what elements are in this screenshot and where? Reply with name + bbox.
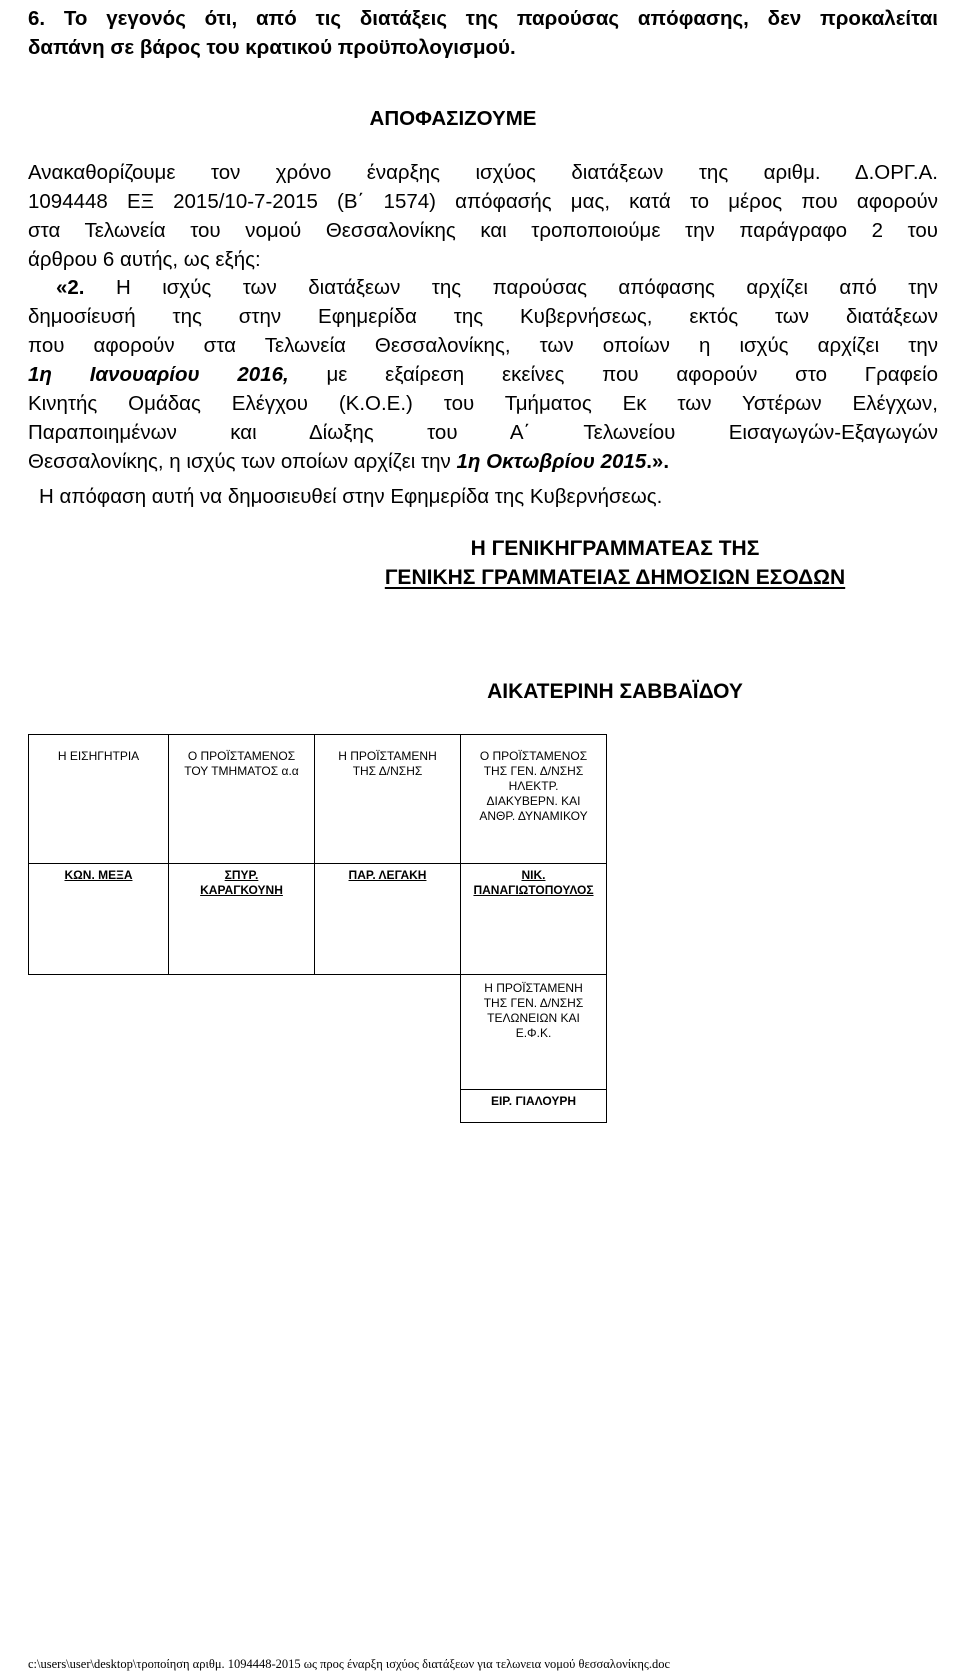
empty-cell <box>29 975 169 1090</box>
signature-title-line-2: ΓΕΝΙΚΗΣ ΓΡΑΜΜΑΤΕΙΑΣ ΔΗΜΟΣΙΩΝ ΕΣΟΔΩΝ <box>384 566 846 589</box>
empty-cell <box>315 975 461 1090</box>
role-cell-general-directorate-head <box>461 735 607 864</box>
signature-table <box>28 734 607 1123</box>
name-cell <box>169 864 315 975</box>
start-date-oct: 1η Οκτωβρίου 2015 <box>456 450 647 473</box>
quote-line-4 <box>28 360 938 389</box>
role-text: Η ΕΙΣΗΓΗΤΡΙΑ <box>57 749 140 763</box>
name-cell <box>461 864 607 975</box>
role-cell-directorate-head <box>315 735 461 864</box>
signatory-name: ΑΙΚΑΤΕΡΙΝΗ ΣΑΒΒΑΪΔΟΥ <box>487 680 743 703</box>
quote-line-5: Κινητής Ομάδας Ελέγχου (Κ.Ο.Ε.) του Τμήματος Εκ των Υστέρων Ελέγχων, <box>28 392 938 415</box>
decide-heading: ΑΠΟΦΑΣΙΖΟΥΜΕ <box>369 107 537 130</box>
signature-names-row-2 <box>29 1090 607 1123</box>
quote-line-6: Παραποιημένων και Δίωξης του Α΄ Τελωνείου Εισαγωγών-Εξαγωγών <box>28 421 938 444</box>
signature-roles-row-2 <box>29 975 607 1090</box>
empty-cell <box>169 975 315 1090</box>
quote-line-1-text: Η ισχύς των διατάξεων της παρούσας απόφασης αρχίζει από την <box>84 276 938 299</box>
quote-line-3: που αφορούν στα Τελωνεία Θεσσαλονίκης, των οποίων η ισχύς αρχίζει την <box>28 334 938 357</box>
role-text: Ο ΠΡΟΪΣΤΑΜΕΝΟΣ ΤΗΣ ΓΕΝ. Δ/ΝΣΗΣ ΗΛΕΚΤΡ. ΔΙΑΚΥΒΕΡΝ. ΚΑΙ ΑΝΘΡ. ΔΥΝΑΜΙΚΟΥ <box>479 749 588 823</box>
quote-line-7-text: Θεσσαλονίκης, η ισχύς των οποίων αρχίζει την <box>28 450 457 473</box>
quote-line-4-text: με εξαίρεση εκείνες που αφορούν στο Γραφείο <box>288 363 938 386</box>
publish-line: Η απόφαση αυτή να δημοσιευθεί στην Εφημερίδα της Κυβερνήσεως. <box>39 485 663 508</box>
role-cell-customs-general-directorate <box>461 975 607 1090</box>
role-text: Ο ΠΡΟΪΣΤΑΜΕΝΟΣ ΤΟΥ ΤΜΗΜΑΤΟΣ α.α <box>184 749 299 778</box>
signer-name: ΝΙΚ. ΠΑΝΑΓΙΩΤΟΠΟΥΛΟΣ <box>473 868 594 897</box>
name-cell <box>29 864 169 975</box>
signature-title <box>320 534 910 592</box>
name-cell <box>315 864 461 975</box>
footer-file-path: c:\users\user\desktop\τροποίηση αριθμ. 1094448-2015 ως προς έναρξη ισχύος διατάξεων για τελωνεια νομού θεσσαλονίκης.doc <box>28 1657 671 1671</box>
signer-name: ΣΠΥΡ. ΚΑΡΑΓΚΟΥΝΗ <box>200 868 283 897</box>
signer-name: ΚΩΝ. ΜΕΞΑ <box>64 868 133 882</box>
signature-title-line-1: Η ΓΕΝΙΚΗΓΡΑΜΜΑΤΕΑΣ ΤΗΣ <box>470 537 760 560</box>
para-6-text-1: 6. Το γεγονός ότι, από τις διατάξεις της παρούσας απόφασης, δεν προκαλείται <box>28 7 938 30</box>
para-1-line-4: άρθρου 6 αυτής, ως εξής: <box>28 248 261 271</box>
start-date-jan: 1η Ιανουαρίου 2016, <box>28 363 289 386</box>
empty-cell <box>315 1090 461 1123</box>
para-1-line-3: στα Τελωνεία του νομού Θεσσαλονίκης και τροποποιούμε την παράγραφο 2 του <box>28 219 938 242</box>
role-cell-rapporteur <box>29 735 169 864</box>
para-1-line-1: Ανακαθορίζουμε τον χρόνο έναρξης ισχύος διατάξεων της αριθμ. Δ.ΟΡΓ.Α. <box>28 161 938 184</box>
signer-name: ΠΑΡ. ΛΕΓΑΚΗ <box>348 868 427 882</box>
signature-names-row <box>29 864 607 975</box>
name-cell <box>461 1090 607 1123</box>
empty-cell <box>169 1090 315 1123</box>
signature-roles-row <box>29 735 607 864</box>
role-cell-section-head <box>169 735 315 864</box>
para-6-text-2: δαπάνη σε βάρος του κρατικού προϋπολογισμού. <box>28 36 516 59</box>
para-1-line-2: 1094448 ΕΞ 2015/10-7-2015 (Β΄ 1574) απόφασής μας, κατά το μέρος που αφορούν <box>28 190 938 213</box>
quote-line-1 <box>56 273 938 302</box>
para-6-line-2 <box>28 33 938 62</box>
quote-close-mark: .». <box>646 450 670 473</box>
signer-name: ΕΙΡ. ΓΙΑΛΟΥΡΗ <box>490 1094 577 1108</box>
role-text: Η ΠΡΟΪΣΤΑΜΕΝΗ ΤΗΣ Δ/ΝΣΗΣ <box>338 749 437 778</box>
role-text: Η ΠΡΟΪΣΤΑΜΕΝΗ ΤΗΣ ΓΕΝ. Δ/ΝΣΗΣ ΤΕΛΩΝΕΙΩΝ ΚΑΙ Ε.Φ.Κ. <box>483 981 584 1040</box>
empty-cell <box>29 1090 169 1123</box>
quote-open-mark: «2. <box>56 276 85 299</box>
quote-line-7 <box>28 447 938 476</box>
para-6-line-1 <box>28 4 938 33</box>
quote-line-2: δημοσίευσή της στην Εφημερίδα της Κυβερνήσεως, εκτός των διατάξεων <box>28 305 938 328</box>
